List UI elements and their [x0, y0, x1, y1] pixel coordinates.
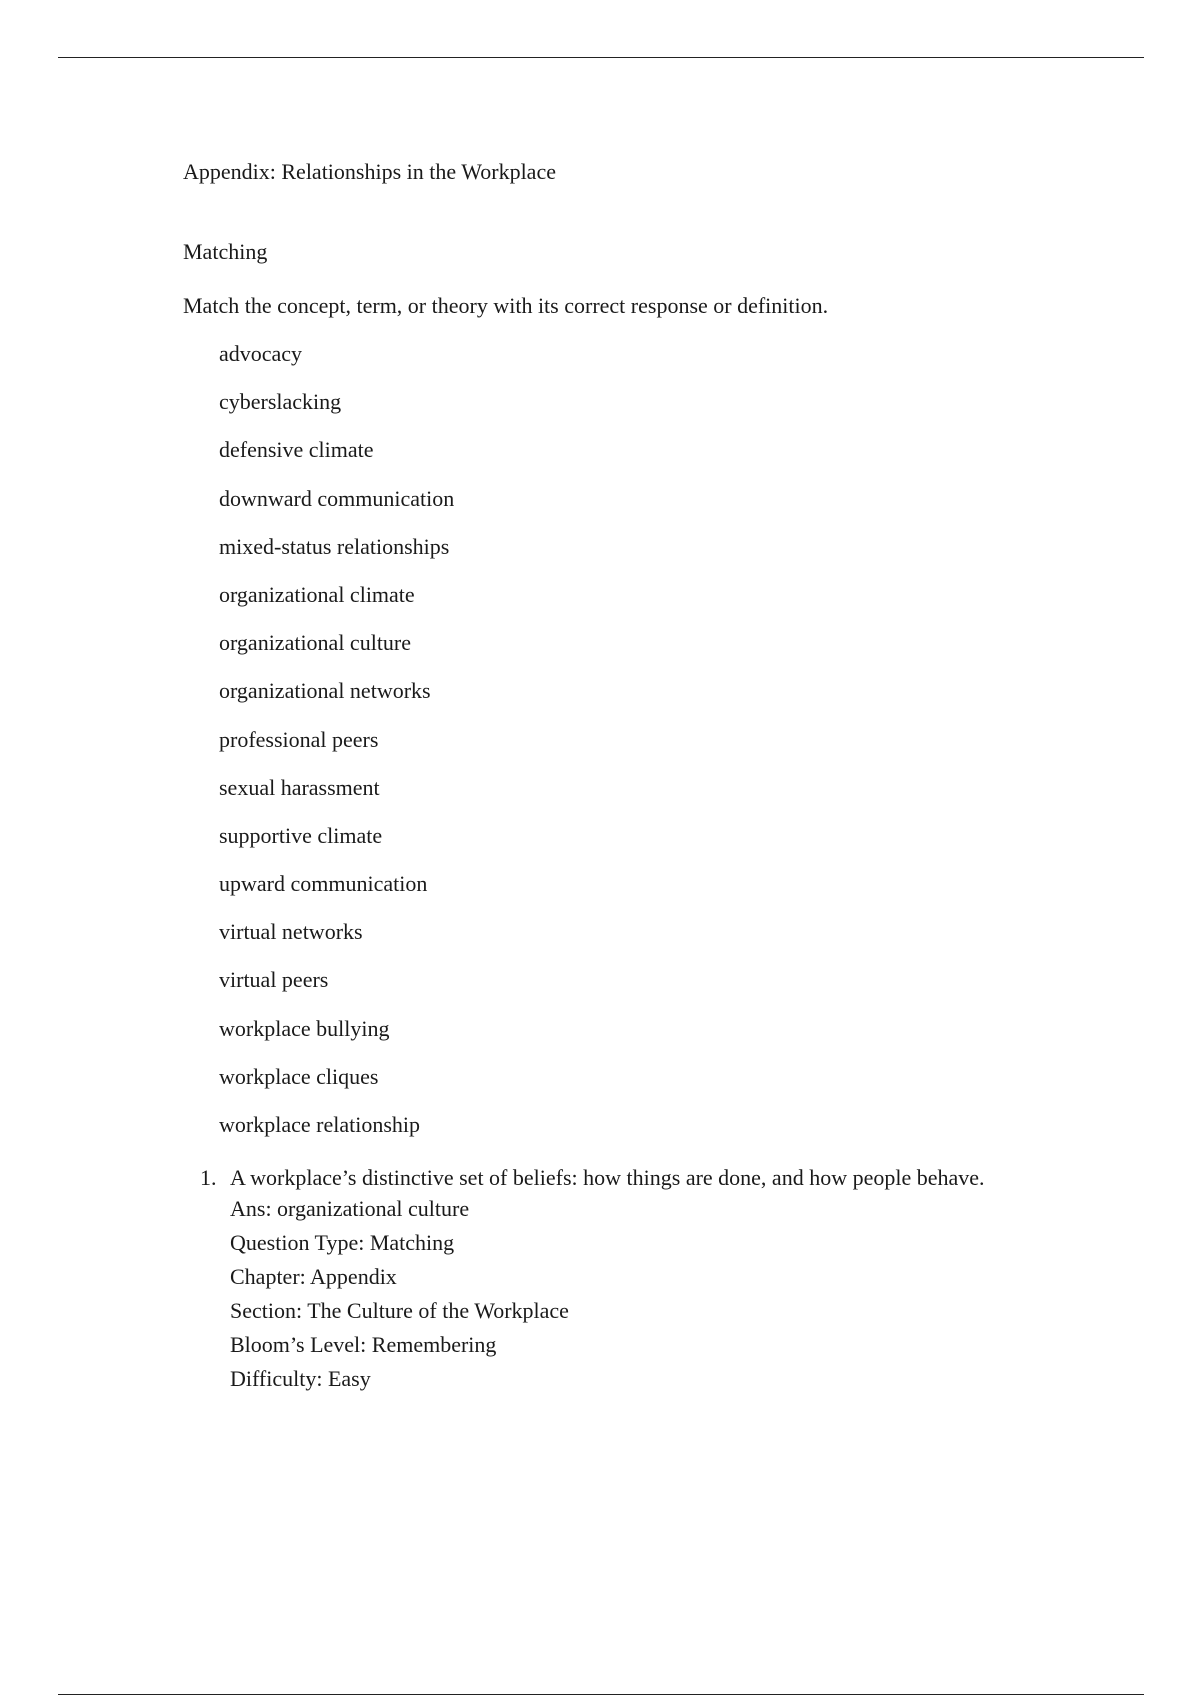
- term-item: organizational climate: [219, 581, 415, 607]
- term-item: advocacy: [219, 341, 303, 366]
- term-item: defensive climate: [219, 437, 374, 463]
- section-line: Section: The Culture of the Workplace: [230, 1298, 569, 1323]
- term-item: sexual harassment: [219, 774, 380, 800]
- difficulty-line: Difficulty: Easy: [230, 1366, 371, 1391]
- blooms-level-line: Bloom’s Level: Remembering: [230, 1332, 497, 1357]
- top-rule: [58, 57, 1144, 58]
- term-list: [219, 340, 454, 1159]
- instructions: Match the concept, term, or theory with its correct response or definition.: [183, 293, 829, 318]
- chapter-line: Chapter: Appendix: [230, 1264, 397, 1289]
- term-item: cyberslacking: [219, 389, 342, 415]
- document-title: Appendix: Relationships in the Workplace: [183, 159, 556, 184]
- section-heading: Matching: [183, 239, 268, 264]
- term-item: workplace cliques: [219, 1063, 379, 1089]
- term-item: supportive climate: [219, 822, 383, 848]
- term-item: downward communication: [219, 485, 455, 511]
- term-item: organizational culture: [219, 630, 412, 656]
- bottom-rule: [58, 1694, 1144, 1695]
- term-item: professional peers: [219, 726, 379, 752]
- question-type-line: Question Type: Matching: [230, 1230, 455, 1255]
- question-body: [230, 1164, 1020, 1396]
- term-item: virtual peers: [219, 967, 329, 993]
- term-item: upward communication: [219, 871, 428, 897]
- term-item: mixed-status relationships: [219, 533, 450, 559]
- question-1: [200, 1164, 1020, 1396]
- term-item: workplace bullying: [219, 1015, 390, 1041]
- question-text: A workplace’s distinctive set of beliefs: how things are done, and how people behave.: [230, 1165, 985, 1190]
- answer-line: Ans: organizational culture: [230, 1196, 470, 1221]
- term-item: workplace relationship: [219, 1112, 420, 1137]
- term-item: organizational networks: [219, 678, 431, 704]
- term-item: virtual networks: [219, 919, 363, 945]
- question-number: 1.: [200, 1165, 217, 1190]
